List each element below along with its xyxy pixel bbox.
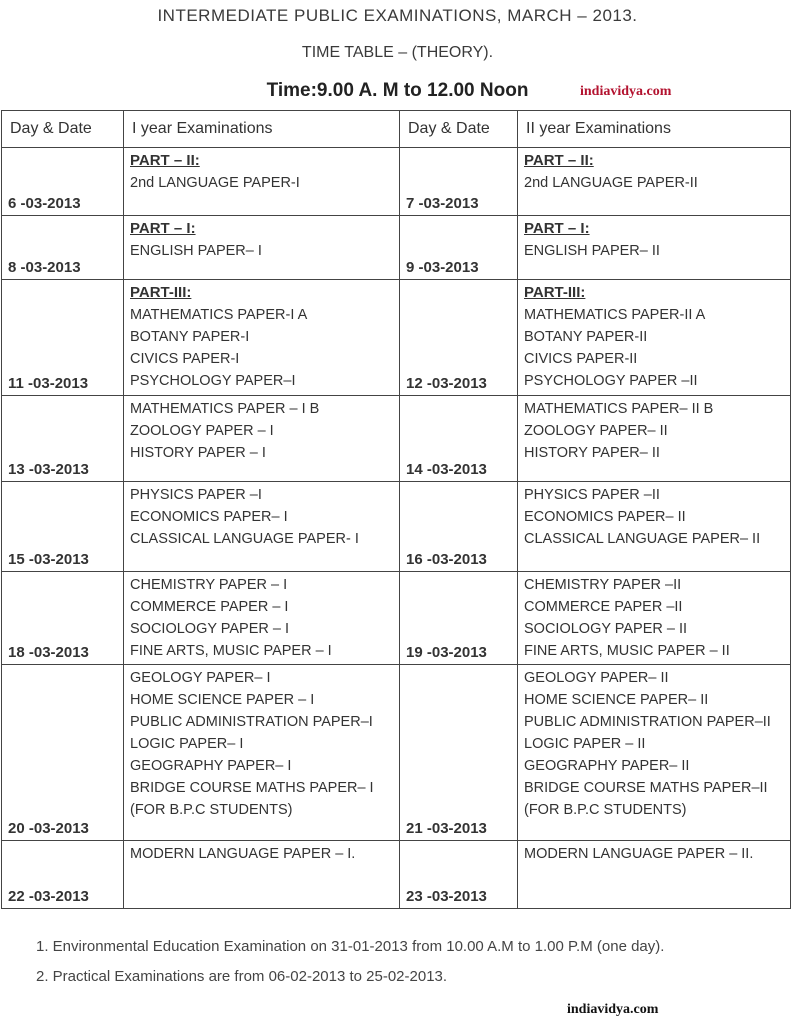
paper-name: GEOGRAPHY PAPER– II: [524, 758, 690, 774]
first-year-exams-cell: [124, 482, 400, 572]
second-year-date-cell: [400, 280, 518, 396]
second-year-exams-cell: [518, 482, 791, 572]
table-row: [2, 396, 791, 482]
paper-name: MATHEMATICS PAPER-II A: [524, 307, 706, 323]
paper-name: PUBLIC ADMINISTRATION PAPER–II: [524, 714, 771, 730]
first-year-exams-cell: [124, 841, 400, 909]
notes: [36, 932, 664, 992]
exam-date: 16 -03-2013: [406, 551, 487, 568]
paper-name: COMMERCE PAPER – I: [130, 599, 289, 615]
exam-date: 23 -03-2013: [406, 888, 487, 905]
table-row: [2, 482, 791, 572]
second-year-exams-cell: [518, 841, 791, 909]
table-row: [2, 841, 791, 909]
paper-name: COMMERCE PAPER –II: [524, 599, 683, 615]
second-year-date-cell: [400, 482, 518, 572]
paper-name: ENGLISH PAPER– II: [524, 243, 660, 259]
paper-name: HISTORY PAPER – I: [130, 445, 266, 461]
exam-date: 18 -03-2013: [8, 644, 89, 661]
second-year-date-cell: [400, 841, 518, 909]
paper-name: ECONOMICS PAPER– II: [524, 509, 686, 525]
paper-name: CHEMISTRY PAPER – I: [130, 577, 288, 593]
paper-name: LOGIC PAPER– I: [130, 736, 244, 752]
second-year-date-cell: [400, 665, 518, 841]
table-header-row: [2, 111, 791, 148]
part-heading: PART-III:: [524, 284, 586, 301]
time-table-subtitle: TIME TABLE – (THEORY).: [301, 44, 494, 61]
second-year-exams-cell: [518, 665, 791, 841]
paper-name: CHEMISTRY PAPER –II: [524, 577, 682, 593]
paper-name: MODERN LANGUAGE PAPER – II.: [524, 846, 754, 862]
exam-date: 20 -03-2013: [8, 820, 89, 837]
first-year-exams-cell: [124, 216, 400, 280]
first-year-date-cell: [2, 572, 124, 665]
first-year-exams-cell: [124, 148, 400, 216]
first-year-date-cell: [2, 148, 124, 216]
time-table: [1, 110, 791, 909]
paper-name: PUBLIC ADMINISTRATION PAPER–I: [130, 714, 373, 730]
second-year-exams-cell: [518, 148, 791, 216]
second-year-date-cell: [400, 572, 518, 665]
first-year-date-cell: [2, 216, 124, 280]
paper-name: SOCIOLOGY PAPER – I: [130, 621, 290, 637]
second-year-exams-cell: [518, 280, 791, 396]
paper-name: PSYCHOLOGY PAPER –II: [524, 373, 698, 389]
col-header-date-1: Day & Date: [2, 111, 124, 148]
first-year-date-cell: [2, 280, 124, 396]
second-year-date-cell: [400, 216, 518, 280]
watermark-top: indiavidya.com: [580, 84, 672, 99]
paper-name: PSYCHOLOGY PAPER–I: [130, 373, 296, 389]
paper-name: CLASSICAL LANGUAGE PAPER– II: [524, 531, 761, 547]
paper-name: CIVICS PAPER-I: [130, 351, 240, 367]
paper-name: BOTANY PAPER-I: [130, 329, 250, 345]
paper-name: HOME SCIENCE PAPER – I: [130, 692, 315, 708]
exam-date: 14 -03-2013: [406, 461, 487, 478]
part-heading: PART – II:: [130, 152, 200, 169]
part-heading: PART-III:: [130, 284, 192, 301]
col-header-second-year: II year Examinations: [518, 111, 791, 148]
table-row: [2, 216, 791, 280]
paper-name: BRIDGE COURSE MATHS PAPER–II: [524, 780, 768, 796]
second-year-exams-cell: [518, 572, 791, 665]
paper-name: BOTANY PAPER-II: [524, 329, 648, 345]
col-header-first-year: I year Examinations: [124, 111, 400, 148]
exam-date: 9 -03-2013: [406, 259, 479, 276]
paper-name: HOME SCIENCE PAPER– II: [524, 692, 709, 708]
paper-name: (FOR B.P.C STUDENTS): [130, 802, 293, 818]
exam-date: 15 -03-2013: [8, 551, 89, 568]
col-header-date-2: Day & Date: [400, 111, 518, 148]
second-year-exams-cell: [518, 216, 791, 280]
paper-name: GEOLOGY PAPER– I: [130, 670, 271, 686]
paper-name: SOCIOLOGY PAPER – II: [524, 621, 688, 637]
exam-date: 22 -03-2013: [8, 888, 89, 905]
part-heading: PART – I:: [524, 220, 590, 237]
paper-name: 2nd LANGUAGE PAPER-I: [130, 175, 300, 191]
note-practical-examinations: 2. Practical Examinations are from 06-02-2013 to 25-02-2013.: [36, 968, 448, 985]
paper-name: ZOOLOGY PAPER – I: [130, 423, 274, 439]
paper-name: MATHEMATICS PAPER – I B: [130, 401, 320, 417]
exam-date: 7 -03-2013: [406, 195, 479, 212]
paper-name: HISTORY PAPER– II: [524, 445, 660, 461]
table-row: [2, 665, 791, 841]
paper-name: (FOR B.P.C STUDENTS): [524, 802, 687, 818]
exam-date: 19 -03-2013: [406, 644, 487, 661]
paper-name: FINE ARTS, MUSIC PAPER – I: [130, 643, 332, 659]
watermark-bottom: indiavidya.com: [567, 1002, 659, 1017]
first-year-date-cell: [2, 665, 124, 841]
first-year-date-cell: [2, 841, 124, 909]
note-environmental-education: 1. Environmental Education Examination on 31-01-2013 from 10.00 A.M to 1.00 P.M (one day).: [36, 938, 665, 955]
paper-name: ECONOMICS PAPER– I: [130, 509, 288, 525]
exam-date: 6 -03-2013: [8, 195, 81, 212]
exam-date: 13 -03-2013: [8, 461, 89, 478]
paper-name: CLASSICAL LANGUAGE PAPER- I: [130, 531, 359, 547]
paper-name: ZOOLOGY PAPER– II: [524, 423, 668, 439]
first-year-date-cell: [2, 482, 124, 572]
first-year-exams-cell: [124, 280, 400, 396]
paper-name: CIVICS PAPER-II: [524, 351, 638, 367]
exam-date: 8 -03-2013: [8, 259, 81, 276]
second-year-exams-cell: [518, 396, 791, 482]
paper-name: MATHEMATICS PAPER-I A: [130, 307, 308, 323]
table-row: [2, 572, 791, 665]
table-row: [2, 280, 791, 396]
paper-name: ENGLISH PAPER– I: [130, 243, 262, 259]
paper-name: 2nd LANGUAGE PAPER-II: [524, 175, 698, 191]
paper-name: GEOGRAPHY PAPER– I: [130, 758, 292, 774]
part-heading: PART – I:: [130, 220, 196, 237]
paper-name: MODERN LANGUAGE PAPER – I.: [130, 846, 356, 862]
exam-date: 21 -03-2013: [406, 820, 487, 837]
table-row: [2, 148, 791, 216]
exam-title: INTERMEDIATE PUBLIC EXAMINATIONS, MARCH – 2013.: [157, 6, 638, 25]
first-year-exams-cell: [124, 396, 400, 482]
paper-name: PHYSICS PAPER –II: [524, 487, 660, 503]
first-year-date-cell: [2, 396, 124, 482]
exam-date: 12 -03-2013: [406, 375, 487, 392]
paper-name: PHYSICS PAPER –I: [130, 487, 262, 503]
second-year-date-cell: [400, 396, 518, 482]
paper-name: GEOLOGY PAPER– II: [524, 670, 669, 686]
paper-name: BRIDGE COURSE MATHS PAPER– I: [130, 780, 374, 796]
exam-time: Time:9.00 A. M to 12.00 Noon: [266, 80, 529, 101]
second-year-date-cell: [400, 148, 518, 216]
exam-date: 11 -03-2013: [8, 375, 89, 392]
paper-name: LOGIC PAPER – II: [524, 736, 646, 752]
first-year-exams-cell: [124, 665, 400, 841]
paper-name: MATHEMATICS PAPER– II B: [524, 401, 714, 417]
paper-name: FINE ARTS, MUSIC PAPER – II: [524, 643, 730, 659]
first-year-exams-cell: [124, 572, 400, 665]
part-heading: PART – II:: [524, 152, 594, 169]
